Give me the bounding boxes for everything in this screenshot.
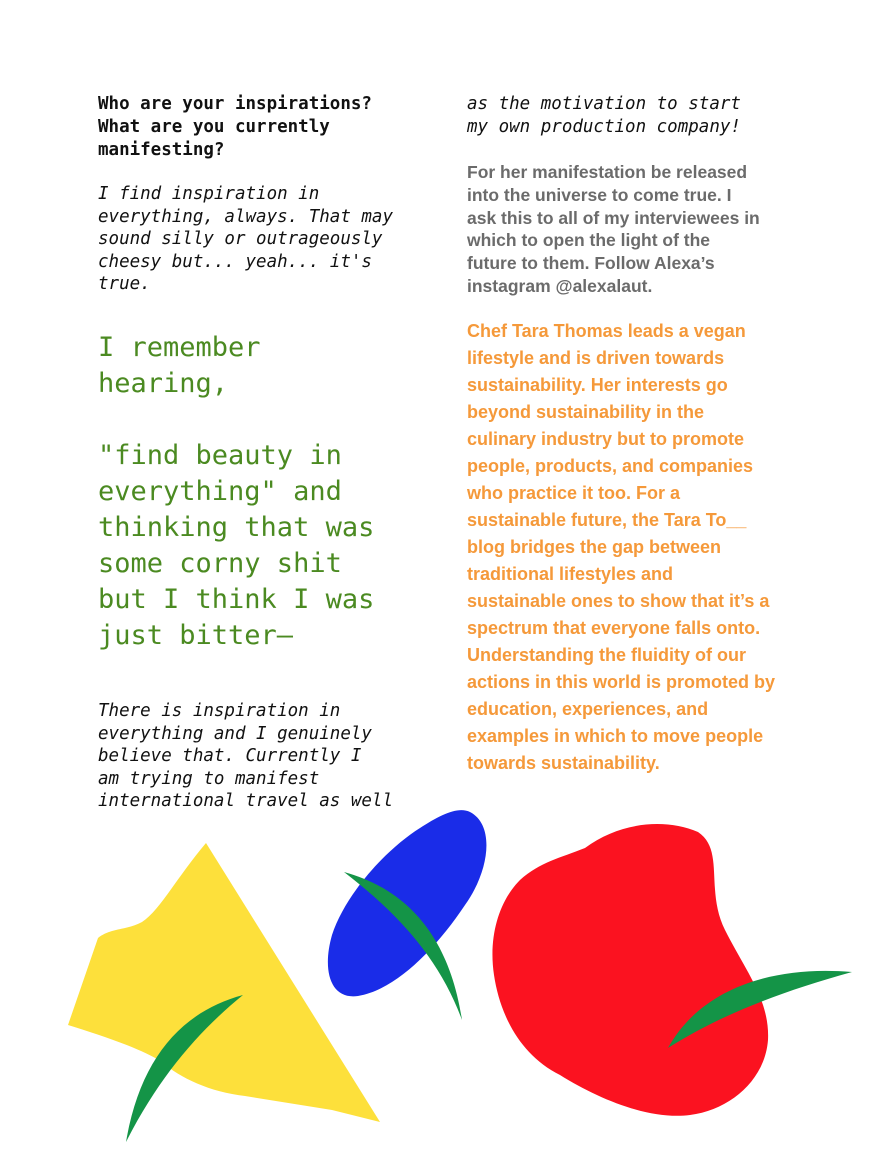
author-note: For her manifestation be released into the universe to come true. I ask this to all of my interviewees in which to open the light of the future to them. Follow Alexa’s instagram @alexalaut. [467,162,760,296]
interview-answer-continued: as the motivation to start my own production company! [467,94,741,137]
interview-answer-part-1: I find inspiration in everything, always. That may sound silly or outrageously cheesy but... yeah... it's true. [98,184,394,294]
chef-bio: Chef Tara Thomas leads a vegan lifestyle and is driven towards sustainability. Her interests go beyond sustainability in the culinary industry but to promote people, products, and companies who practice it too. For a sustainable future, the Tara To__ blog bridges the gap between traditional lifestyles and sustainable ones to show that it’s a spectrum that everyone falls onto. Understanding the fluidity of our actions in this world is promoted by education, experiences, and examples in which to move people towards sustainability. [467,321,776,773]
interview-question: Who are your inspirations? What are you currently manifesting? [98,94,372,160]
red-shape [492,824,768,1116]
interview-answer-part-2: There is inspiration in everything and I genuinely believe that. Currently I am trying to manifest international travel as well [98,701,394,811]
blue-shape [328,810,487,996]
pull-quote: I remember hearing, "find beauty in everything" and thinking that was some corny shit but I think I was just bitter— [98,332,375,651]
